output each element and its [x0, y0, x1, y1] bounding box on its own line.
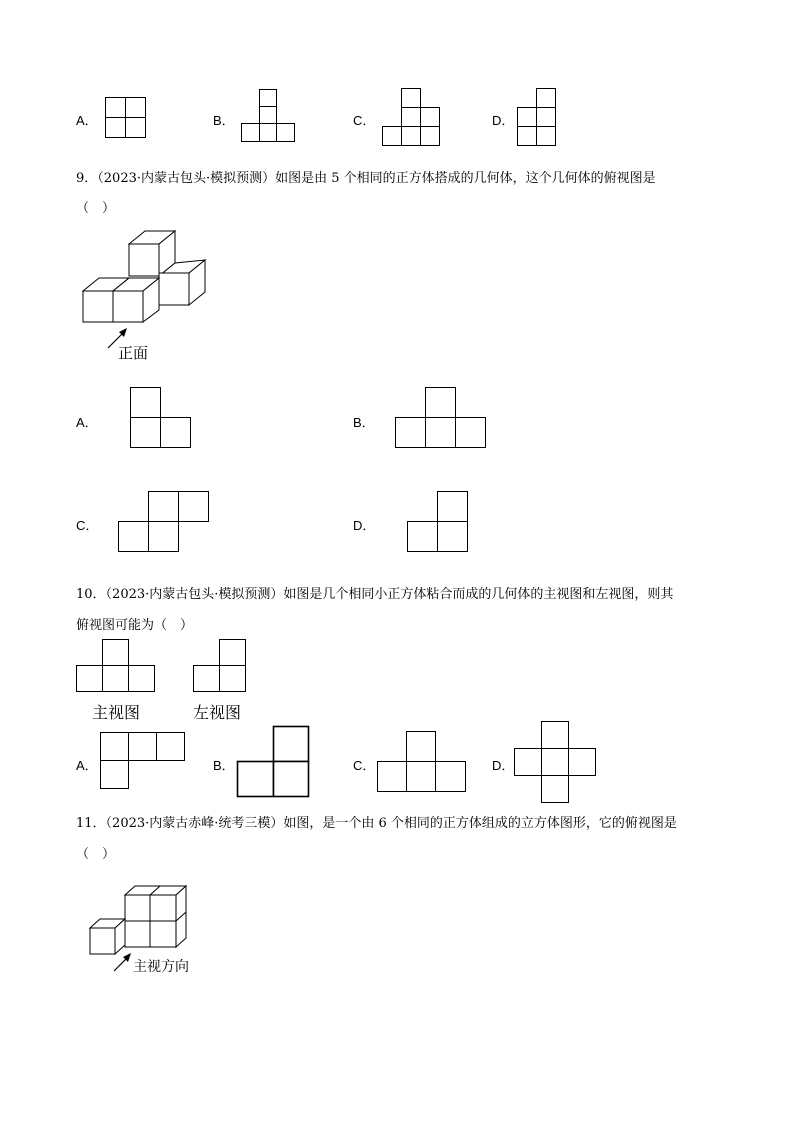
q9-option-b-figure — [394, 386, 488, 450]
q9-option-c-label: C． — [76, 518, 99, 533]
q11-text-line1: 11．（2023·内蒙古赤峰·统考三模）如图，是一个由 6 个相同的正方体组成的立方体图形，它的俯视图是 — [76, 816, 677, 831]
q10-text-line1: 10．（2023·内蒙古包头·模拟预测）如图是几个相同小正方体粘合而成的几何体的主视图和左视图，则其 — [76, 587, 674, 602]
q10-text-line2: 俯视图可能为（ ） — [76, 618, 194, 633]
q9-option-a-label: A． — [76, 415, 98, 430]
q10-option-a-figure — [99, 731, 189, 791]
q9-option-b-label: B． — [353, 415, 375, 430]
q10-left-view-label: 左视图 — [193, 703, 242, 722]
q9-text-line1: 9．（2023·内蒙古包头·模拟预测）如图是由 5 个相同的正方体搭成的几何体，这个几何体的俯视图是 — [76, 171, 656, 186]
q8-option-b-figure — [240, 89, 296, 145]
q8-option-c-figure — [381, 88, 443, 148]
q8-option-d-label: D． — [492, 113, 515, 128]
q8-option-a-label: A． — [76, 113, 98, 128]
q10-main-view-label: 主视图 — [92, 703, 141, 722]
q9-text-line2: （ ） — [76, 201, 116, 216]
q9-option-d-label: D． — [353, 518, 376, 533]
q11-direction-label: 主视方向 — [133, 959, 189, 975]
q10-option-d-label: D． — [492, 758, 515, 773]
q8-option-d-figure — [517, 88, 561, 148]
q9-option-d-figure — [406, 490, 470, 554]
q10-option-c-figure — [376, 730, 470, 794]
q8-option-a-figure — [105, 97, 149, 139]
q11-text-line2: （ ） — [76, 847, 116, 862]
q9-option-c-figure — [117, 490, 211, 554]
q10-option-b-label: B． — [213, 758, 235, 773]
q9-option-a-figure — [129, 386, 193, 450]
q9-front-label: 正面 — [118, 344, 149, 362]
q10-option-b-figure — [236, 725, 312, 799]
q10-main-view-figure — [75, 638, 159, 694]
q8-option-b-label: B． — [213, 113, 235, 128]
q11-solid-figure — [88, 883, 192, 959]
q8-option-c-label: C． — [353, 113, 376, 128]
q10-option-c-label: C． — [353, 758, 376, 773]
q10-option-d-figure — [514, 720, 600, 806]
q10-left-view-figure — [192, 638, 250, 694]
q10-option-a-label: A． — [76, 758, 98, 773]
q11-direction-arrow-icon — [112, 951, 134, 973]
q9-solid-figure — [80, 228, 212, 328]
